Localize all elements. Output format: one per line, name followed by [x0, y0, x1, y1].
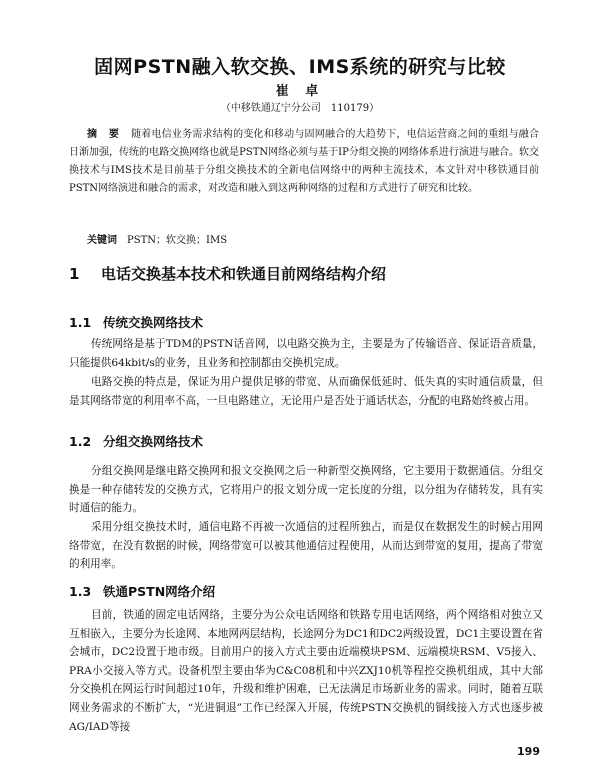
paragraph: 传统网络是基于TDM的PSTN话音网，以电路交换为主，主要是为了传输语音、保证语音质量，只能提供64kbit/s的业务，且业务和控制都由交换机完成。 — [69, 338, 543, 369]
abstract-label: 摘 要 — [87, 129, 124, 140]
section-1-2-number: 1.2 — [69, 434, 92, 449]
paper-title: 固网PSTN融入软交换、IMS系统的研究与比较 — [94, 56, 506, 78]
section-1-1-number: 1.1 — [69, 315, 92, 330]
paragraph: 电路交换的特点是，保证为用户提供足够的带宽、从而确保低延时、低失真的实时通信质量，但是其网络带宽的利用率不高，一旦电路建立，无论用户是否处于通话状态，分配的电路始终被占用。 — [69, 376, 543, 407]
keywords-label: 关键词 — [87, 235, 117, 246]
section-1-2-title: 分组交换网络技术 — [103, 434, 204, 449]
author-name: 崔 卓 — [275, 84, 325, 99]
section-1-3-heading — [69, 582, 539, 600]
section-1-3-number: 1.3 — [69, 584, 92, 599]
section-1-1-heading — [69, 313, 539, 331]
section-1-2-heading — [69, 432, 539, 450]
section-1-number: 1 — [69, 265, 80, 283]
paragraph: 分组交换网是继电路交换网和报文交换网之后一种新型交换网络，它主要用于数据通信。分组交换是一种存储转发的交换方式，它将用户的报文划分成一定长度的分组，以分组为存储转发，具有实时通信的能力。 — [69, 465, 543, 515]
keywords — [87, 232, 539, 250]
section-1-3-title: 铁通PSTN网络介绍 — [103, 584, 216, 599]
section-1-title: 电话交换基本技术和铁通目前网络结构介绍 — [101, 265, 387, 283]
abstract — [69, 126, 539, 198]
author-affiliation: （中移铁通辽宁分公司 110179） — [220, 103, 380, 114]
abstract-text: 随着电信业务需求结构的变化和移动与固网融合的大趋势下，电信运营商之间的重组与融合日渐加强，传统的电路交换网络也就是PSTN网络必须与基于IP分组交换的网络体系进行演进与融合。软交换技术与IMS技术是目前基于分组交换技术的全新电信网络中的两种主流技术，本文针对中移铁通目前PSTN网络演进和融合的需求，对改造和融入到这两种网络的过程和方式进行了研究和比较。 — [69, 129, 540, 194]
keywords-text: PSTN；软交换；IMS — [127, 235, 228, 246]
page-number: 199 — [517, 745, 540, 758]
section-1-1-title: 传统交换网络技术 — [103, 315, 204, 330]
paragraph: 采用分组交换技术时，通信电路不再被一次通信的过程所独占，而是仅在数据发生的时候占用网络带宽，在没有数据的时候，网络带宽可以被其他通信过程使用，从而达到带宽的复用，提高了带宽的利用率。 — [69, 521, 543, 571]
paragraph: 目前，铁通的固定电话网络，主要分为公众电话网络和铁路专用电话网络，两个网络相对独立又互相嵌入，主要分为长途网、本地网两层结构，长途网分为DC1和DC2两级设置，DC1主要设置在省会城市，DC2设置于地市级。目前用户的接入方式主要由近端模块PSM、远端模块RSM、V5接入、PRA小交接入等方式。设备机型主要由华为C&C08机和中兴ZXJ10机等程控交换机组成，其中大部分交换机在网运行时间超过10年，升级和维护困难，已无法满足市场新业务的需求。同时，随着互联网业务需求的不断扩大，“光进铜退”工作已经深入开展，传统PSTN交换机的铜线接入方式也逐步被AG/IAD等接 — [69, 609, 543, 733]
section-1-heading — [69, 263, 539, 284]
